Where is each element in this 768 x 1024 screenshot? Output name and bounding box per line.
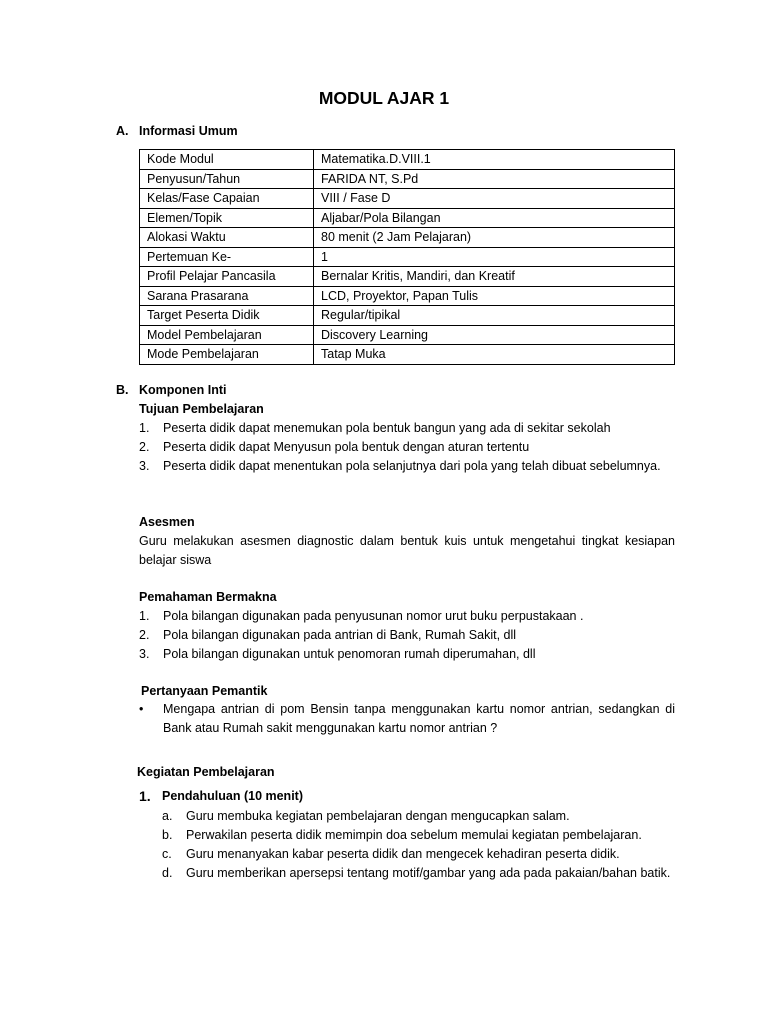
- table-row: [140, 247, 675, 267]
- step-title: Pendahuluan (10 menit): [162, 789, 303, 803]
- table-row: [140, 325, 675, 345]
- item-letter: d.: [162, 866, 173, 880]
- asesmen-text: Guru melakukan asesmen diagnostic dalam bentuk kuis untuk mengetahui tingkat kesiapan belajar siswa: [139, 534, 675, 567]
- asesmen-title: Asesmen: [139, 515, 195, 529]
- table-key-cell: Penyusun/Tahun: [140, 169, 314, 189]
- table-row: [140, 286, 675, 306]
- item-text: Guru memberikan apersepsi tentang motif/gambar yang ada pada pakaian/bahan batik.: [186, 866, 671, 880]
- table-value-cell: Aljabar/Pola Bilangan: [314, 208, 675, 228]
- list-item: [162, 864, 675, 883]
- table-row: [140, 228, 675, 248]
- info-table: [139, 149, 675, 365]
- item-number: 1.: [139, 421, 150, 435]
- item-text: Pola bilangan digunakan pada antrian di Bank, Rumah Sakit, dll: [163, 628, 517, 642]
- table-key-cell: Sarana Prasarana: [140, 286, 314, 306]
- item-number: 2.: [139, 628, 150, 642]
- list-item: [162, 807, 675, 826]
- item-text: Guru membuka kegiatan pembelajaran dengan mengucapkan salam.: [186, 809, 570, 823]
- pemahaman-title: Pemahaman Bermakna: [139, 590, 277, 604]
- item-letter: a.: [162, 809, 173, 823]
- tujuan-list: [139, 419, 675, 476]
- pertanyaan-title: Pertanyaan Pemantik: [141, 684, 268, 698]
- document-title: MODUL AJAR 1: [318, 88, 450, 108]
- bullet-icon: •: [139, 702, 144, 716]
- table-row: [140, 345, 675, 365]
- table-key-cell: Kelas/Fase Capaian: [140, 189, 314, 209]
- item-letter: b.: [162, 828, 173, 842]
- section-a-letter: A.: [116, 124, 129, 138]
- pertanyaan-list: [139, 700, 675, 738]
- table-row: [140, 267, 675, 287]
- table-value-cell: LCD, Proyektor, Papan Tulis: [314, 286, 675, 306]
- list-item: [139, 419, 675, 438]
- table-key-cell: Kode Modul: [140, 150, 314, 170]
- list-item: [139, 645, 675, 664]
- pemahaman-list: [139, 607, 675, 664]
- table-value-cell: Regular/tipikal: [314, 306, 675, 326]
- table-row: [140, 169, 675, 189]
- item-text: Pola bilangan digunakan untuk penomoran rumah diperumahan, dll: [163, 647, 536, 661]
- step-number: 1.: [139, 788, 151, 804]
- kegiatan-list: [162, 807, 675, 883]
- table-value-cell: Discovery Learning: [314, 325, 675, 345]
- list-item: [139, 438, 675, 457]
- item-text: Pola bilangan digunakan pada penyusunan nomor urut buku perpustakaan .: [163, 609, 584, 623]
- table-row: [140, 306, 675, 326]
- table-value-cell: FARIDA NT, S.Pd: [314, 169, 675, 189]
- list-item: [139, 700, 675, 738]
- table-key-cell: Mode Pembelajaran: [140, 345, 314, 365]
- table-value-cell: VIII / Fase D: [314, 189, 675, 209]
- table-key-cell: Profil Pelajar Pancasila: [140, 267, 314, 287]
- list-item: [139, 457, 675, 476]
- list-item: [162, 826, 675, 845]
- item-text: Mengapa antrian di pom Bensin tanpa menggunakan kartu nomor antrian, sedangkan di Bank atau Rumah sakit menggunakan kartu nomor antrian ?: [163, 702, 675, 735]
- item-text: Peserta didik dapat menemukan pola bentuk bangun yang ada di sekitar sekolah: [163, 421, 611, 435]
- table-value-cell: Bernalar Kritis, Mandiri, dan Kreatif: [314, 267, 675, 287]
- item-number: 1.: [139, 609, 150, 623]
- table-value-cell: 80 menit (2 Jam Pelajaran): [314, 228, 675, 248]
- item-number: 2.: [139, 440, 150, 454]
- list-item: [162, 845, 675, 864]
- item-text: Peserta didik dapat Menyusun pola bentuk dengan aturan tertentu: [163, 440, 530, 454]
- item-number: 3.: [139, 647, 150, 661]
- table-value-cell: Matematika.D.VIII.1: [314, 150, 675, 170]
- table-value-cell: 1: [314, 247, 675, 267]
- tujuan-title: Tujuan Pembelajaran: [139, 402, 264, 416]
- table-key-cell: Alokasi Waktu: [140, 228, 314, 248]
- item-text: Peserta didik dapat menentukan pola selanjutnya dari pola yang telah dibuat sebelumnya.: [163, 459, 661, 473]
- item-text: Perwakilan peserta didik memimpin doa sebelum memulai kegiatan pembelajaran.: [186, 828, 642, 842]
- table-key-cell: Target Peserta Didik: [140, 306, 314, 326]
- table-row: [140, 150, 675, 170]
- table-row: [140, 189, 675, 209]
- table-row: [140, 208, 675, 228]
- table-key-cell: Elemen/Topik: [140, 208, 314, 228]
- item-letter: c.: [162, 847, 172, 861]
- kegiatan-title: Kegiatan Pembelajaran: [137, 765, 275, 779]
- table-key-cell: Model Pembelajaran: [140, 325, 314, 345]
- table-key-cell: Pertemuan Ke-: [140, 247, 314, 267]
- section-b-title: Komponen Inti: [139, 383, 227, 397]
- item-text: Guru menanyakan kabar peserta didik dan mengecek kehadiran peserta didik.: [186, 847, 620, 861]
- table-value-cell: Tatap Muka: [314, 345, 675, 365]
- section-b-letter: B.: [116, 383, 129, 397]
- section-a-title: Informasi Umum: [139, 124, 238, 138]
- list-item: [139, 626, 675, 645]
- list-item: [139, 607, 675, 626]
- item-number: 3.: [139, 459, 150, 473]
